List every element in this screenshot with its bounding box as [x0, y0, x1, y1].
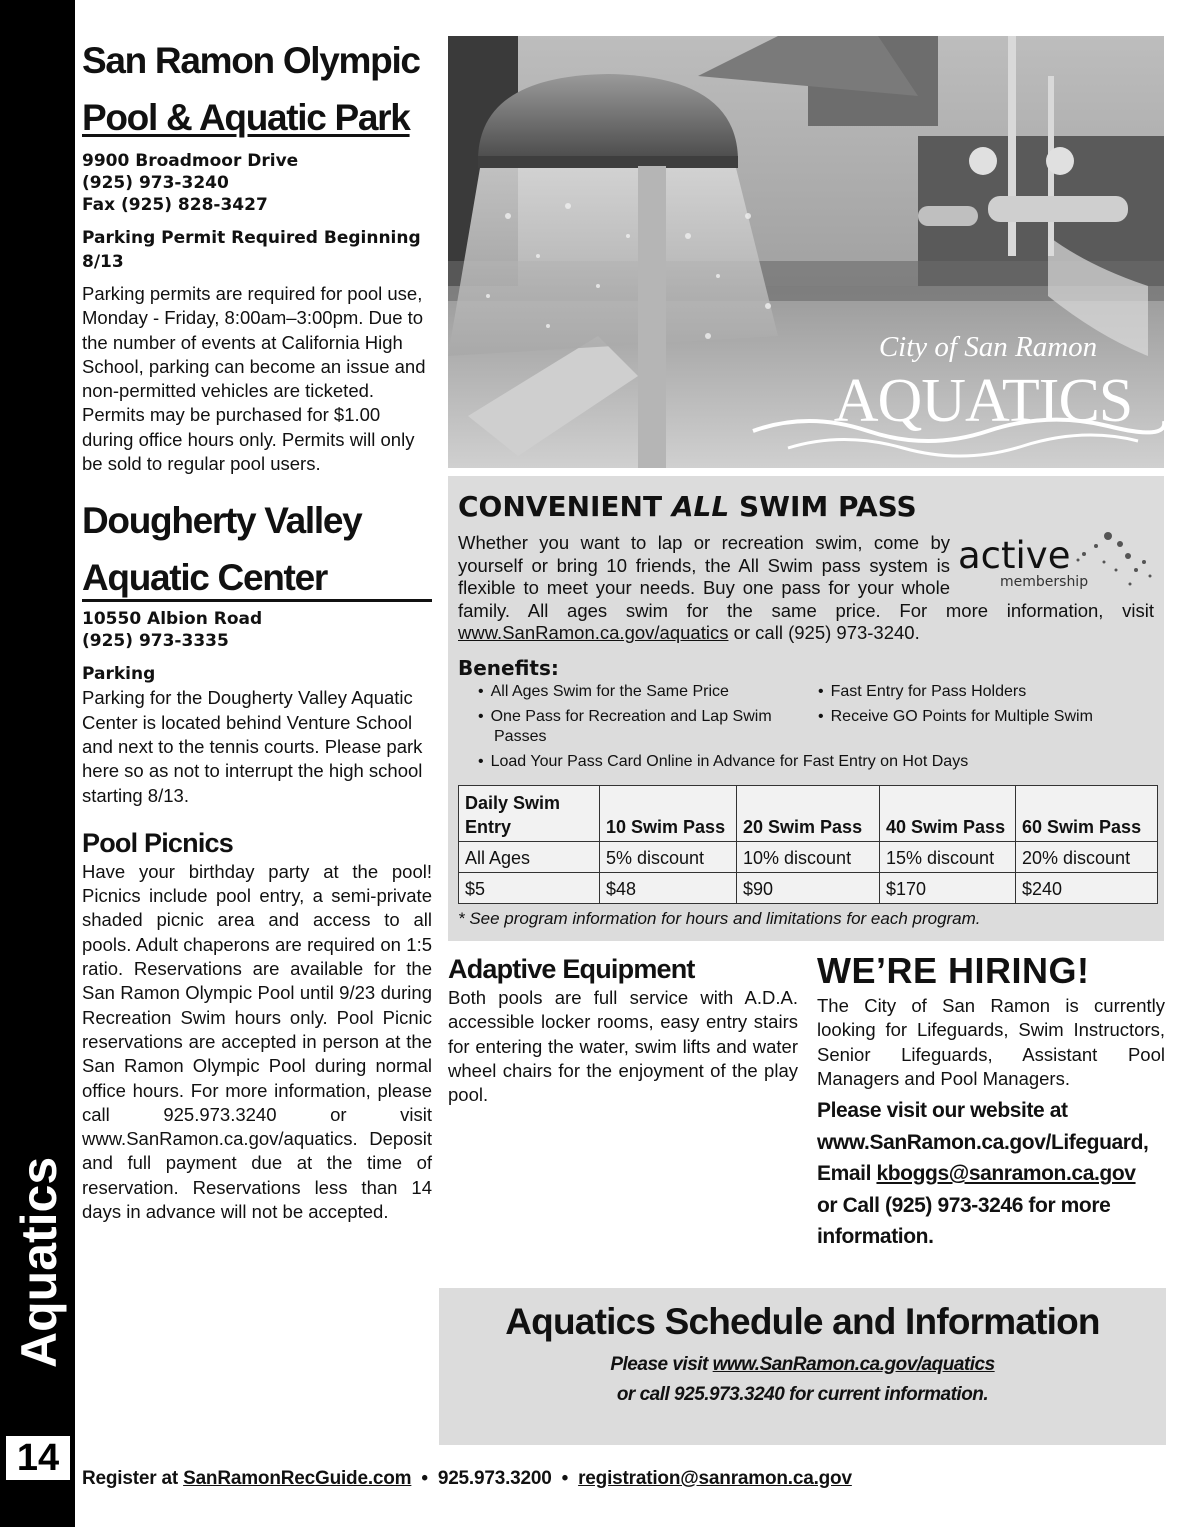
page-number: 14: [6, 1436, 70, 1480]
dougherty-title-line1: Dougherty Valley: [82, 500, 362, 542]
swim-pass-panel: [448, 476, 1164, 941]
table-cell: $5: [459, 873, 600, 904]
benefit-item: • All Ages Swim for the Same Price: [478, 682, 798, 702]
permit-text: Parking permits are required for pool use, Monday - Friday, 8:00am–3:00pm. Due to the number of events at California High School, parking can become an issue and non-permitted vehicles are ticketed. Permits may be purchased for $1.00 during office hours only. Permits will only be sold to regular pool users.: [82, 283, 426, 475]
adaptive-title: Adaptive Equipment: [448, 954, 695, 984]
logo-membership-text: membership: [1000, 574, 1089, 590]
olympic-title-line1: San Ramon Olympic: [82, 40, 420, 81]
left-column: [82, 32, 432, 1224]
benefit-item: • Fast Entry for Pass Holders: [818, 682, 1148, 702]
adaptive-text: Both pools are full service with A.D.A. accessible locker rooms, easy entry stairs for entering the water, swim lifts and water wheel chairs for the enjoyment of the play pool.: [448, 987, 798, 1106]
table-header-row: [459, 786, 1158, 842]
table-cell: $90: [737, 873, 880, 904]
schedule-title: Aquatics Schedule and Information: [505, 1301, 1100, 1342]
schedule-panel: [439, 1288, 1166, 1445]
table-header-cell: 40 Swim Pass: [880, 786, 1016, 842]
logo-active-text: active: [958, 534, 1071, 577]
dougherty-address: 10550 Albion Road: [82, 609, 263, 630]
hiring-email-link[interactable]: kboggs@sanramon.ca.gov: [876, 1162, 1136, 1186]
hiring-title: WE’RE HIRING!: [817, 950, 1090, 991]
logo-aquatics-text: AQUATICS: [833, 367, 1133, 435]
benefit-item: • Receive GO Points for Multiple Swim: [818, 707, 1148, 727]
adaptive-section: [448, 952, 798, 1107]
pass-footnote: * See program information for hours and limitations for each program.: [458, 909, 981, 928]
footer-site-link[interactable]: SanRamonRecGuide.com: [183, 1468, 412, 1489]
section-label: Aquatics: [11, 1156, 67, 1368]
permit-heading: Parking Permit Required Beginning 8/13: [82, 228, 421, 272]
table-cell: $48: [600, 873, 737, 904]
schedule-line: or call 925.973.3240 for current information.: [616, 1384, 989, 1405]
table-header-cell: 60 Swim Pass: [1016, 786, 1158, 842]
dougherty-title-line2: Aquatic Center: [82, 549, 432, 606]
table-header-cell: 10 Swim Pass: [600, 786, 737, 842]
table-cell: 5% discount: [600, 842, 737, 873]
active-membership-logo: [958, 526, 1158, 594]
dougherty-phone: (925) 973-3335: [82, 631, 229, 652]
aquatics-link[interactable]: www.SanRamon.ca.gov/aquatics: [458, 622, 729, 643]
hiring-email-line: Email kboggs@sanramon.ca.gov: [817, 1162, 1136, 1186]
splash-park-illustration: [448, 36, 1164, 468]
hiring-cta-line: or Call (925) 973-3246 for more information.: [817, 1193, 1111, 1249]
schedule-line: Please visit www.SanRamon.ca.gov/aquatics: [610, 1354, 995, 1375]
table-row: [459, 873, 1158, 904]
olympic-phone: (925) 973-3240: [82, 173, 229, 193]
table-header-cell: Daily Swim Entry: [459, 786, 600, 842]
side-strip: [0, 0, 75, 1527]
table-cell: $240: [1016, 873, 1158, 904]
table-header-cell: 20 Swim Pass: [737, 786, 880, 842]
parking-heading: Parking: [82, 664, 156, 685]
hiring-cta-line: Please visit our website at: [817, 1099, 1068, 1123]
footer-phone: 925.973.3200: [437, 1468, 552, 1489]
footer-email-link[interactable]: registration@sanramon.ca.gov: [578, 1468, 852, 1489]
pass-price-table: [458, 785, 1158, 904]
table-cell: 15% discount: [880, 842, 1016, 873]
table-cell: 10% discount: [737, 842, 880, 873]
benefits-title: Benefits:: [458, 656, 559, 680]
table-cell: All Ages: [459, 842, 600, 873]
pass-intro: active membership Whether you want to lap or recreation swim, come by yourself or bring 10 friends, the All Swim pass system is flexible to meet your needs. Buy one pass for your whole family. All ages swim for the same price. For more information, visit www.SanRamon.ca.gov/aquatics or call (925) 973-3240.: [458, 532, 1154, 645]
parking-text: Parking for the Dougherty Valley Aquatic Center is located behind Venture School and next to the tennis courts. Please park here so as not to interrupt the high school starting 8/13.: [82, 687, 423, 806]
table-cell: 20% discount: [1016, 842, 1158, 873]
hiring-cta: [817, 1095, 1165, 1253]
olympic-title-line2: Pool & Aquatic Park: [82, 97, 410, 138]
picnics-text: Have your birthday party at the pool! Picnics include pool entry, a semi-private shaded picnic area and access to all pools. Adult chaperons are required on 1:5 ratio. Reservations are available for the San Ramon Olympic Pool until 9/23 during Recreation Swim hours only. Pool Picnic reservations are accepted in person at the San Ramon Olympic Pool during normal office hours. For more information, please call 925.973.3240 or visit www.SanRamon.ca.gov/aquatics. Deposit and full payment due at the time of reservation. Reservations less than 14 days in advance will not be accepted.: [82, 860, 432, 1223]
aquatics-photo: [448, 36, 1164, 468]
olympic-fax: Fax (925) 828-3427: [82, 195, 268, 215]
hiring-section: [817, 948, 1165, 1253]
olympic-address: 9900 Broadmoor Drive: [82, 151, 299, 171]
logo-city-text: City of San Ramon: [878, 331, 1098, 363]
benefit-item: • One Pass for Recreation and Lap Swim Passes: [478, 707, 808, 747]
benefit-item: • Load Your Pass Card Online in Advance for Fast Entry on Hot Days: [478, 752, 1138, 772]
hiring-text: The City of San Ramon is currently looking for Lifeguards, Swim Instructors, Senior Lifeguards, Assistant Pool Managers and Pool Managers.: [817, 995, 1165, 1089]
schedule-link[interactable]: www.SanRamon.ca.gov/aquatics: [712, 1354, 995, 1375]
table-cell: $170: [880, 873, 1016, 904]
footer: Register at SanRamonRecGuide.com • 925.973.3200 • registration@sanramon.ca.gov: [82, 1468, 852, 1489]
lifeguard-link[interactable]: www.SanRamon.ca.gov/Lifeguard,: [817, 1130, 1149, 1154]
table-row: [459, 842, 1158, 873]
picnics-title: Pool Picnics: [82, 827, 233, 858]
pass-title: CONVENIENT ALL SWIM PASS: [458, 490, 917, 523]
